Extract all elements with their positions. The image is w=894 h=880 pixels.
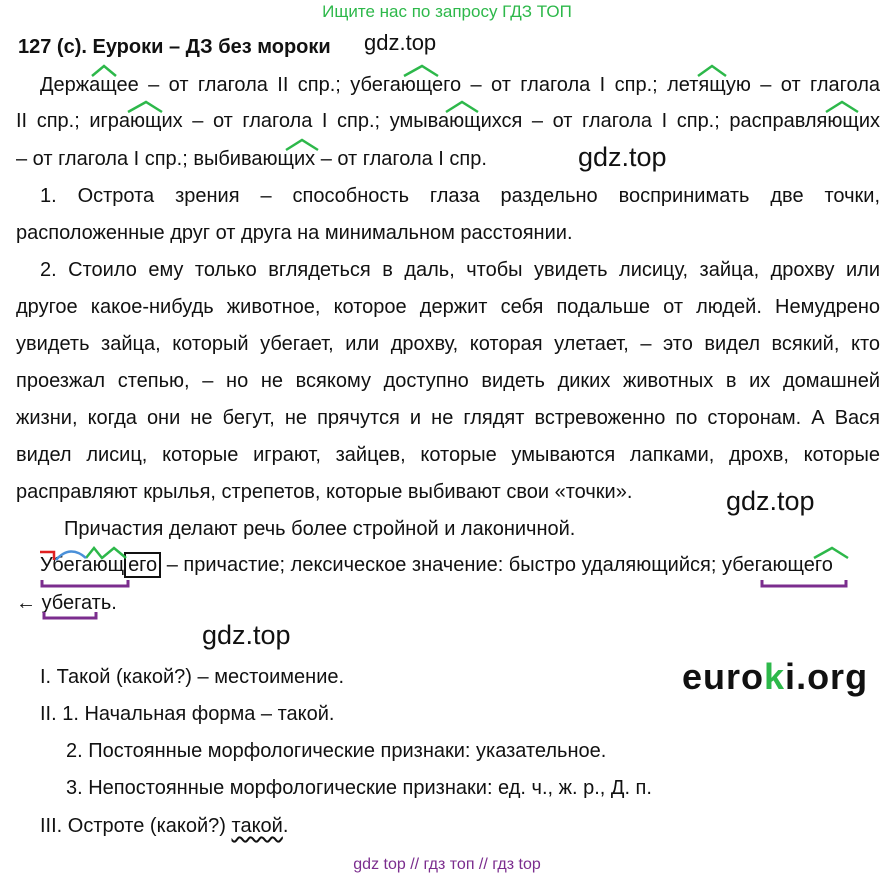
morph-line: I. Такой (какой?) – местоимение. [40, 666, 345, 688]
text-line: II спр.; играющих – от глагола I спр.; умывающихся – от глагола I спр.; расправляющих [16, 110, 880, 132]
text-line: проезжал степью, – но не всякому доступно видеть диких животных в их домашней [16, 370, 880, 392]
text-line: 1. Острота зрения – способность глаза раздельно воспринимать две точки, [40, 185, 880, 207]
euroki-logo: euroki.org [682, 656, 869, 697]
analysis-text: – причастие; лексическое значение: быстро удаляющийся; [166, 554, 717, 576]
source-verb: убегать [41, 592, 112, 614]
text-line: расположенные друг от друга на минимальном расстоянии. [16, 222, 573, 244]
text-line: увидеть зайца, который убегает, или дрохву, которая улетает, – это видел всякий, кто [16, 333, 880, 355]
analysis-source-line: ← убегать. [16, 592, 117, 614]
wavy-underlined-word: такой [231, 815, 283, 837]
text-line: Держащее – от глагола II спр.; убегающего – от глагола I спр.; летящую – от глагола [40, 74, 880, 96]
text-line: – от глагола I спр.; выбивающих – от глагола I спр. [16, 148, 487, 170]
text-line: 2. Стоило ему только вглядеться в даль, чтобы увидеть лисицу, зайца, дрохву или [40, 259, 880, 281]
note-line: Причастия делают речь более стройной и лаконичной. [64, 518, 576, 540]
morph-line: 2. Постоянные морфологические признаки: указательное. [66, 740, 607, 762]
exercise-title: 127 (с). Еуроки – ДЗ без мороки [18, 36, 331, 58]
morph-line: III. Остроте (какой?) такой. [40, 815, 289, 837]
text-line: расправляют крылья, стрепетов, которые выбивают свои «точки». [16, 481, 633, 503]
top-banner: Ищите нас по запросу ГДЗ ТОП [322, 2, 572, 21]
text-line: другое какое-нибудь животное, которое держит себя подальше от людей. Немудрено [16, 296, 880, 318]
text-line: видел лисиц, которые играют, зайцев, которые умываются лапками, дрохв, которые [16, 444, 880, 466]
watermark: gdz.top [726, 486, 815, 516]
footer-watermark: gdz top // гдз топ // гдз top [353, 856, 541, 873]
watermark: gdz.top [202, 620, 291, 650]
analysis-line [40, 554, 880, 582]
watermark: gdz.top [364, 30, 437, 55]
analyzed-word-2: убегающего [721, 554, 833, 576]
morph-line: II. 1. Начальная форма – такой. [40, 703, 335, 725]
analyzed-word-stem: Убегающ [40, 554, 125, 576]
watermark: gdz.top [578, 142, 667, 172]
morph-line: 3. Непостоянные морфологические признаки: ед. ч., ж. р., Д. п. [66, 777, 652, 799]
text-line: жизни, когда они не бегут, не прячутся и не глядят встревоженно по сторонам. А Вася [16, 407, 880, 429]
arrow-left-icon: ← [16, 592, 36, 614]
word-ending-box: его [124, 552, 161, 578]
